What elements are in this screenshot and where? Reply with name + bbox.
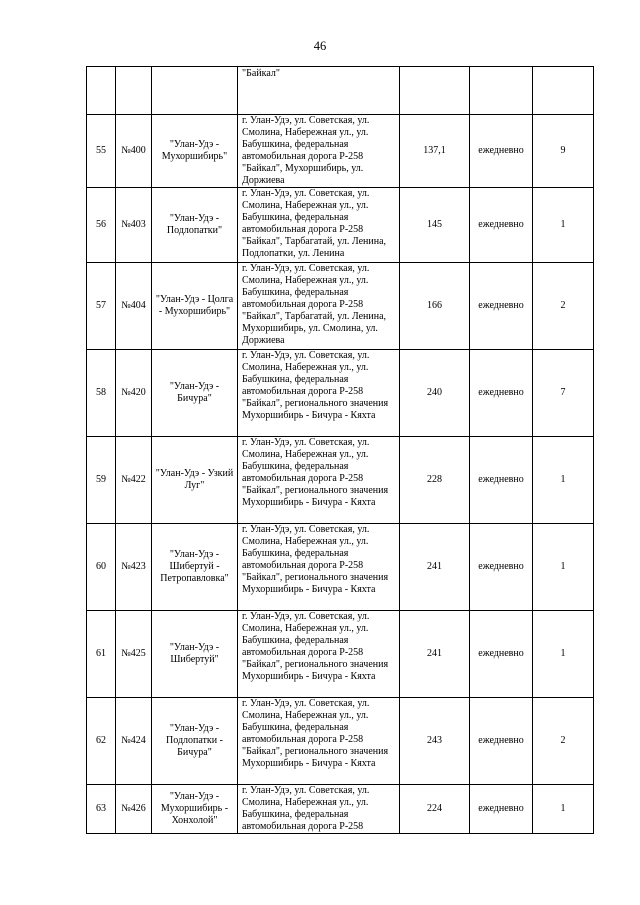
cell-num: 57 xyxy=(87,263,116,350)
cell-num: 55 xyxy=(87,115,116,188)
cell-num: 59 xyxy=(87,437,116,524)
cell-length: 137,1 xyxy=(400,115,470,188)
cell-path: г. Улан-Удэ, ул. Советская, ул. Смолина, Набережная ул., ул. Бабушкина, федеральная автомобильная дорога Р-258 "Байкал", Тарбагатай, ул. Ленина, Подлопатки, ул. Ленина xyxy=(238,188,400,263)
cell-count: 1 xyxy=(533,611,594,698)
cell-length: 166 xyxy=(400,263,470,350)
table-row xyxy=(87,524,594,611)
cell-frequency: ежедневно xyxy=(470,350,533,437)
table-row xyxy=(87,611,594,698)
cell-code: №422 xyxy=(116,437,152,524)
cell-frequency: ежедневно xyxy=(470,785,533,834)
cell-frequency: ежедневно xyxy=(470,437,533,524)
cell-name: "Улан-Удэ - Мухоршибирь - Хонхолой" xyxy=(152,785,238,834)
table-row xyxy=(87,785,594,834)
cell-name: "Улан-Удэ - Подлопатки - Бичура" xyxy=(152,698,238,785)
cell-path: г. Улан-Удэ, ул. Советская, ул. Смолина, Набережная ул., ул. Бабушкина, федеральная автомобильная дорога Р-258 "Байкал", регионального значения Мухоршибирь - Бичура - Кяхта xyxy=(238,611,400,698)
cell-name: "Улан-Удэ - Мухоршибирь" xyxy=(152,115,238,188)
cell-name xyxy=(152,67,238,115)
cell-num: 63 xyxy=(87,785,116,834)
cell-count: 1 xyxy=(533,524,594,611)
table-row xyxy=(87,115,594,188)
cell-length: 224 xyxy=(400,785,470,834)
cell-count: 1 xyxy=(533,437,594,524)
cell-frequency: ежедневно xyxy=(470,263,533,350)
cell-code: №423 xyxy=(116,524,152,611)
cell-count: 2 xyxy=(533,698,594,785)
cell-length: 145 xyxy=(400,188,470,263)
cell-count: 1 xyxy=(533,785,594,834)
cell-code: №425 xyxy=(116,611,152,698)
cell-path: г. Улан-Удэ, ул. Советская, ул. Смолина, Набережная ул., ул. Бабушкина, федеральная автомобильная дорога Р-258 "Байкал", регионального значения Мухоршибирь - Бичура - Кяхта xyxy=(238,698,400,785)
cell-path: г. Улан-Удэ, ул. Советская, ул. Смолина, Набережная ул., ул. Бабушкина, федеральная автомобильная дорога Р-258 "Байкал", регионального значения Мухоршибирь - Бичура - Кяхта xyxy=(238,350,400,437)
cell-path: г. Улан-Удэ, ул. Советская, ул. Смолина, Набережная ул., ул. Бабушкина, федеральная автомобильная дорога Р-258 "Байкал", регионального значения Мухоршибирь - Бичура - Кяхта xyxy=(238,437,400,524)
cell-code: №403 xyxy=(116,188,152,263)
cell-code: №400 xyxy=(116,115,152,188)
cell-path: г. Улан-Удэ, ул. Советская, ул. Смолина, Набережная ул., ул. Бабушкина, федеральная автомобильная дорога Р-258 "Байкал", Мухоршибирь, ул. Доржиева xyxy=(238,115,400,188)
routes-table xyxy=(86,66,594,834)
table-row xyxy=(87,437,594,524)
cell-num xyxy=(87,67,116,115)
cell-num: 61 xyxy=(87,611,116,698)
cell-length: 228 xyxy=(400,437,470,524)
cell-name: "Улан-Удэ - Бичура" xyxy=(152,350,238,437)
cell-path: г. Улан-Удэ, ул. Советская, ул. Смолина, Набережная ул., ул. Бабушкина, федеральная автомобильная дорога Р-258 xyxy=(238,785,400,834)
cell-frequency: ежедневно xyxy=(470,188,533,263)
cell-length xyxy=(400,67,470,115)
cell-num: 56 xyxy=(87,188,116,263)
table-row-continuation xyxy=(87,67,594,115)
cell-length: 241 xyxy=(400,611,470,698)
cell-count xyxy=(533,67,594,115)
table-row xyxy=(87,188,594,263)
cell-frequency: ежедневно xyxy=(470,611,533,698)
cell-count: 9 xyxy=(533,115,594,188)
table-row xyxy=(87,350,594,437)
cell-length: 243 xyxy=(400,698,470,785)
cell-count: 1 xyxy=(533,188,594,263)
cell-frequency: ежедневно xyxy=(470,698,533,785)
cell-name: "Улан-Удэ - Подлопатки" xyxy=(152,188,238,263)
table-row xyxy=(87,698,594,785)
cell-path: г. Улан-Удэ, ул. Советская, ул. Смолина, Набережная ул., ул. Бабушкина, федеральная автомобильная дорога Р-258 "Байкал", Тарбагатай, ул. Ленина, Мухоршибирь, ул. Смолина, ул. Доржиева xyxy=(238,263,400,350)
cell-code xyxy=(116,67,152,115)
cell-num: 58 xyxy=(87,350,116,437)
cell-code: №426 xyxy=(116,785,152,834)
cell-path: г. Улан-Удэ, ул. Советская, ул. Смолина, Набережная ул., ул. Бабушкина, федеральная автомобильная дорога Р-258 "Байкал", регионального значения Мухоршибирь - Бичура - Кяхта xyxy=(238,524,400,611)
cell-frequency: ежедневно xyxy=(470,115,533,188)
cell-frequency xyxy=(470,67,533,115)
cell-path: "Байкал" xyxy=(238,67,400,115)
cell-count: 2 xyxy=(533,263,594,350)
page-number: 46 xyxy=(313,39,327,53)
cell-length: 240 xyxy=(400,350,470,437)
cell-code: №420 xyxy=(116,350,152,437)
cell-name: "Улан-Удэ - Шибертуй - Петропавловка" xyxy=(152,524,238,611)
cell-num: 60 xyxy=(87,524,116,611)
cell-name: "Улан-Удэ - Узкий Луг" xyxy=(152,437,238,524)
cell-num: 62 xyxy=(87,698,116,785)
cell-code: №424 xyxy=(116,698,152,785)
cell-length: 241 xyxy=(400,524,470,611)
cell-name: "Улан-Удэ - Цолга - Мухоршибирь" xyxy=(152,263,238,350)
cell-frequency: ежедневно xyxy=(470,524,533,611)
table-row xyxy=(87,263,594,350)
cell-count: 7 xyxy=(533,350,594,437)
cell-code: №404 xyxy=(116,263,152,350)
cell-name: "Улан-Удэ - Шибертуй" xyxy=(152,611,238,698)
